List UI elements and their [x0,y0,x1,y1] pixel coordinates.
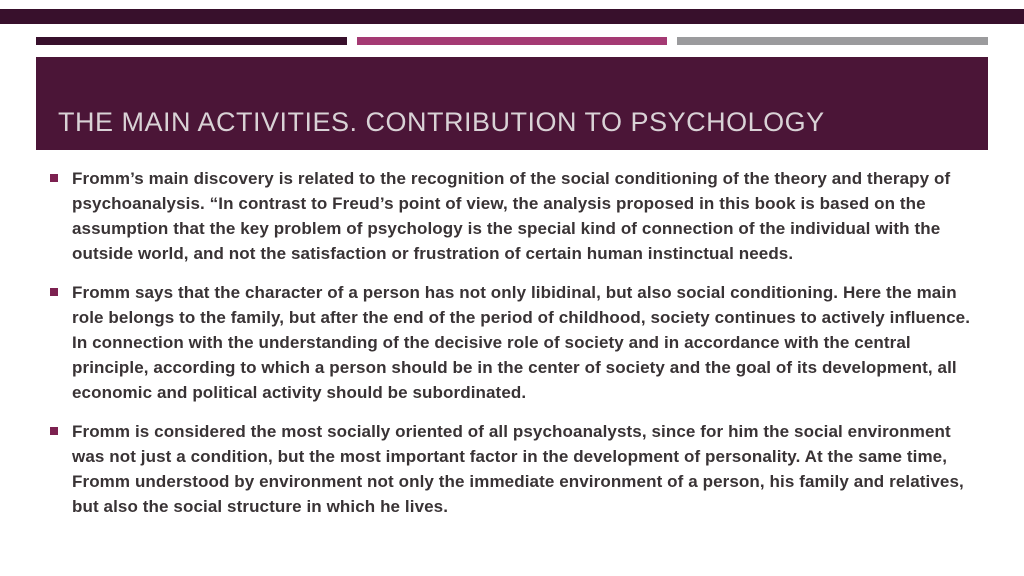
bullet-text: Fromm says that the character of a person has not only libidinal, but also social conditioning. Here the main role belongs to the family, but after the end of the period of childhood, society continues to actively influence. In connection with the understanding of the decisive role of society and in accordance with the central principle, according to which a person should be in the center of society and the goal of its development, all economic and political activity should be subordinated. [72,283,971,402]
bullet-square-icon [50,288,58,296]
bullet-text: Fromm’s main discovery is related to the recognition of the social conditioning of the theory and therapy of psychoanalysis. “In contrast to Freud’s point of view, the analysis proposed in this book is based on the assumption that the key problem of psychology is the special kind of connection of the individual with the outside world, and not the satisfaction or frustration of certain human instinctual needs. [72,169,951,263]
top-accent-bar [0,9,1024,24]
accent-bar-magenta [357,37,668,45]
accent-bar-row [36,37,988,45]
bullet-list [36,166,988,519]
bullet-item [36,280,988,405]
bullet-square-icon [50,427,58,435]
bullet-item [36,419,988,519]
title-banner [36,57,988,150]
slide-title: THE MAIN ACTIVITIES. CONTRIBUTION TO PSYCHOLOGY [58,107,825,137]
accent-bar-dark [36,37,347,45]
bullet-square-icon [50,174,58,182]
bullet-text: Fromm is considered the most socially oriented of all psychoanalysts, since for him the social environment was not just a condition, but the most important factor in the development of personality. At the same time, Fromm understood by environment not only the immediate environment of a person, his family and relatives, but also the social structure in which he lives. [72,422,964,516]
bullet-item [36,166,988,266]
accent-bar-gray [677,37,988,45]
